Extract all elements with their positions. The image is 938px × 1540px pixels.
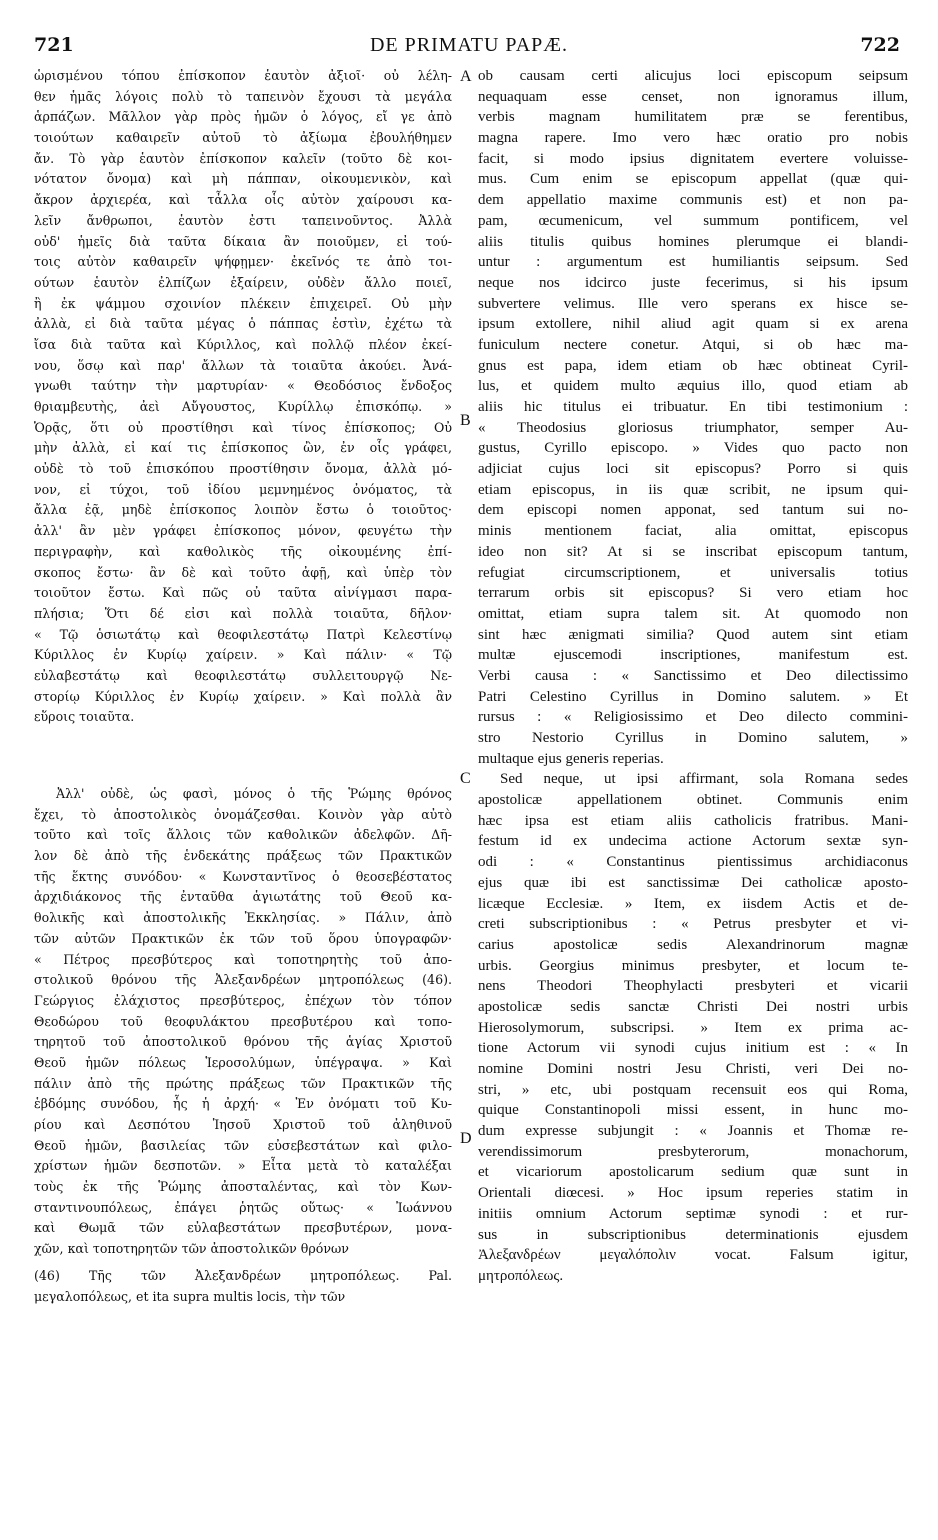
text-line: ἁρπάζων. Μᾶλλον γὰρ πρὸς ἡμῶν ὁ λόγος, εἴ γε ἀπὸ	[34, 109, 452, 125]
text-line: πάλιν ἀπὸ τῆς πρώτης πράξεως τῶν Πρακτικῶν τῆς	[34, 1075, 452, 1091]
text-line: ἔχει, τὸ ἀποστολικὸς ὀνομάζεσθαι. Κοινὸν γὰρ αὐτὸ	[34, 806, 452, 822]
text-line: ideo non sit? At si se inscribat episcopum tantum,	[478, 543, 908, 560]
text-line: μητροπόλεως.	[478, 1267, 564, 1284]
text-line: Verbi causa : « Sanctissimo et Deo dilectissimo	[478, 667, 908, 684]
text-line: « Πέτρος πρεσβύτερος καὶ τοποτηρητὴς τοῦ ἀπο-	[34, 951, 452, 967]
text-line: stri, » etc, ubi postquam recensuit eos qui Roma,	[478, 1081, 908, 1098]
text-line: apostolicæ sedis sanctæ Christi Dei nostri urbis	[478, 998, 908, 1015]
text-line: aliis titulis quibus homines plerumque ei blandi-	[478, 233, 908, 250]
text-line: quique Constantinopoli missi essent, in hunc mo-	[478, 1102, 908, 1119]
text-line: ούτων ἑαυτὸν ἐλπίζων ἐξαίρειν, οὐδὲν ἄλλο ποιεῖ,	[34, 274, 452, 290]
text-line: neque nos idcirco juste fecerimus, si his ipsum	[478, 274, 908, 291]
text-line: adjiciat cujus loci sit episcopus? Porro si quis	[478, 461, 908, 478]
text-line: περιγραφὴν, καὶ καθολικὸς τῆς οἰκουμένης ἐπί-	[34, 543, 452, 559]
page-header	[0, 34, 938, 60]
text-line: ἴσα διὰ ταῦτα καὶ Κύριλλος, καὶ πολλῷ πλέον ἐκεί-	[34, 336, 452, 352]
greek-paragraph-1	[34, 66, 452, 728]
section-marker-a: A	[460, 68, 472, 85]
text-line: etiam episcopus, in iis quæ scribit, ne ipsum qui-	[478, 481, 908, 498]
text-line: ἑβδόμης συνόδου, ἧς ἡ ἀρχή· « Ἐν ὀνόματι τοῦ Κυ-	[34, 1096, 452, 1112]
text-line: Κύριλλος ἐν Κυρίῳ χαίρειν. » Καὶ πάλιν· « Τῷ	[34, 647, 452, 663]
text-line: terrarum orbis sit episcopus? Si vero etiam hoc	[478, 585, 908, 602]
text-line: apostolicæ appellationem obtinet. Communis enim	[478, 792, 908, 809]
greek-paragraph-2	[34, 784, 452, 1260]
text-line: στορίῳ Κύριλλος ἐν Κυρίῳ χαίρειν. » Καὶ πολλὰ ἂν	[34, 688, 452, 704]
text-line: sint hæc ænigmati similia? Quod autem sint etiam	[478, 626, 908, 643]
text-line: ὡρισμένου τόπου ἐπίσκοπον ἑαυτὸν ἀξιοῖ· οὐ λέλη-	[34, 68, 452, 83]
text-line: nens Theodori Theophylacti presbyteri et vicarii	[478, 978, 908, 995]
text-line: Γεώργιος ἐλάχιστος πρεσβύτερος, ἐπέχων τὸν τόπον	[34, 992, 452, 1008]
text-line: τῆς ἕκτης συνόδου· « Κωνσταντῖνος ὁ θεοσεβέστατος	[34, 868, 452, 884]
text-line: aliis hic titulus ei tribuatur. En tibi testimonium :	[478, 399, 908, 415]
text-line: θολικῆς καὶ ἀποστολικῆς Ἐκκλησίας. » Πάλιν, ἀπὸ	[34, 910, 452, 926]
text-line: ejus quæ ibi est sanctissimæ Dei catholicæ aposto-	[478, 874, 908, 891]
text-line: gustus, Cyrillo episcopo. » Vides quo pacto non	[478, 440, 908, 457]
text-line: Θεοῦ ἡμῶν πόλεως Ἱεροσολύμων, ὑπέγραψα. » Καὶ	[34, 1054, 452, 1070]
text-line: lus, et quidem multo æquius illo, quod etiam ab	[478, 378, 908, 395]
text-line: « Τῷ ὁσιωτάτῳ καὶ θεοφιλεστάτῳ Πατρὶ Κελεστίνῳ	[34, 626, 452, 642]
text-line: σταντινουπόλεως, ἐπάγει ῥητῶς οὕτως· « Ἰωάννου	[34, 1199, 452, 1215]
text-line: refugiat circumscriptionem, et universalis totius	[478, 564, 908, 581]
text-line: festum id ex undecima actione Actorum sextæ syn-	[478, 833, 908, 850]
text-line: Θεοῦ ἡμῶν, βασιλείας τῶν εὐσεβεστάτων καὶ φιλο-	[34, 1137, 452, 1153]
section-marker-d: D	[460, 1130, 472, 1147]
text-line: νότατον ὄνομα) καὶ μὴ πάππαν, οἰκουμενικὸν, καὶ	[34, 171, 452, 187]
text-line: nomine Domini nostri Jesu Christi, veri Dei no-	[478, 1061, 908, 1077]
text-line: nequaquam esse censet, non ignoramus illum,	[478, 88, 908, 105]
text-line: τοιούτων καθαιρεῖν αὐτοῦ τὸ ἀξίωμα ἐβουλήθημεν	[34, 130, 452, 146]
text-line: λον δὲ ἀπὸ τῆς ἑνδεκάτης πράξεως τῶν Πρακτικῶν	[34, 848, 452, 864]
text-line: et vicariorum apostolicarum sedium quæ sunt in	[478, 1164, 908, 1181]
text-line: untur : argumentum est humiliantis seipsum. Sed	[478, 254, 908, 271]
text-line: σκοπος ἔστω· ἂν δὲ καὶ τοῦτο ἀφῇ, καὶ ὑπὲρ τὸν	[34, 564, 452, 580]
text-line: μεγαλοπόλεως, et ita supra multis locis, τὴν τῶν	[34, 1288, 346, 1304]
text-line: μὴν ἀλλὰ, εἰ καί τις ἐπίσκοπος ὢν, ἐν οἷς γράφει,	[34, 440, 452, 456]
text-line: τοῦτο καὶ τοῖς ἄλλοις τῶν καθολικῶν ἀδελφῶν. Δῆ-	[34, 827, 452, 843]
text-line: Ἀλεξανδρέων μεγαλόπολιν vocat. Falsum igitur,	[478, 1247, 908, 1264]
text-line: νου, ὅσῳ καὶ παρ' ἄλλων τὰ τοιαῦτα ἀκούει. Ἀνά-	[34, 357, 452, 373]
section-marker-c: C	[460, 770, 471, 787]
text-line: πλήσια; Ὅτι δέ εἰσι καὶ πολλὰ τοιαῦτα, δῆλον·	[34, 605, 452, 621]
text-line: (46) Τῆς τῶν Ἀλεξανδρέων μητροπόλεως. Pal.	[34, 1267, 452, 1283]
text-line: tione Actorum vii synodi cujus initium est : « In	[478, 1040, 908, 1057]
text-line: τοὺς ἐκ τῆς Ῥώμης ἀποσταλέντας, καὶ τὸν Κων-	[34, 1179, 452, 1195]
text-line: sus in subscriptionibus determinationis ejusdem	[478, 1226, 908, 1243]
section-marker-b: B	[460, 412, 471, 429]
text-line: στολικοῦ θρόνου τῆς Ἀλεξανδρέων μητροπόλεως (46).	[34, 972, 452, 988]
text-line: multæ ejuscemodi inscriptiones, manifestum est.	[478, 647, 908, 664]
text-line: Ἀλλ' οὐδὲ, ὡς φασὶ, μόνος ὁ τῆς Ῥώμης θρόνος	[56, 786, 452, 801]
text-line: ἄλλα ἐᾷ, μηδὲ ἐπίσκοπος λοιπὸν ἔστω ὁ τοιοῦτος·	[34, 502, 452, 518]
text-line: creti subscriptionibus : « Petrus presbyter et vi-	[478, 916, 908, 933]
text-line: dem episcopi nomen apponat, sed tantum sui no-	[478, 502, 908, 519]
text-line: τῶν αὐτῶν Πρακτικῶν ἐκ τῶν τοῦ ὅρου ὑπογραφῶν·	[34, 930, 452, 946]
text-line: Ὁρᾷς, ὅτι οὐ προστίθησι καὶ τίνος ἐπίσκοπος; Οὐ	[34, 419, 452, 435]
text-line: funiculum nectere conetur. Atqui, si ob hæc ma-	[478, 336, 908, 353]
text-line: « Theodosius gloriosus triumphator, semper Au-	[478, 419, 908, 436]
footnote	[34, 1266, 452, 1307]
text-line: magna rapere. Imo vero hæc oratio pro nobis	[478, 130, 908, 147]
text-line: χῶν, καὶ τοποτηρητῶν τῶν ἀποστολικῶν θρόνων	[34, 1241, 349, 1257]
text-line: εὐλαβεστάτῳ καὶ θεοφιλεστάτῳ συλλειτουργῷ Νε-	[34, 667, 452, 683]
greek-column	[34, 66, 452, 1307]
text-line: dem appellatio maxime communis est) et non pa-	[478, 192, 908, 209]
text-line: χρίστων ἡμῶν δεσποτῶν. » Εἶτα μετὰ τὸ καταλέξαι	[34, 1158, 452, 1174]
text-line: verendissimorum presbyterorum, monachorum,	[478, 1143, 908, 1160]
text-line: τοιοῦτον ἔστω. Καὶ πῶς οὐ ταῦτα αἰνίγμασι παρα-	[34, 585, 452, 601]
text-line: initiis omnium Actorum septimæ synodi : et rur-	[478, 1205, 908, 1222]
text-line: οὐδὲ τὸ τοῦ ἐπισκόπου προστίθησιν ὄνομα, ἀλλὰ μό-	[34, 461, 452, 477]
text-line: ἀλλ' ἂν μὲν γράφει ἐπίσκοπος μόνον, φευγέτω τὴν	[34, 523, 452, 539]
text-line: licæque Ecclesiæ. » Item, ex iisdem Actis et de-	[478, 895, 908, 912]
text-line: ἢ ἐκ ψάμμου σχοινίον πλέκειν ἐπιχειρεῖ. Οὐ μὴν	[34, 295, 452, 311]
text-line: stro Nestorio Cyrillus in Domino salutem, »	[478, 730, 908, 746]
text-line: rursus : « Religiosissimo et Deo dilecto commini-	[478, 709, 908, 726]
text-line: Θεοδώρου τοῦ θεοφυλάκτου πρεσβυτέρου καὶ τοπο-	[34, 1013, 452, 1029]
text-line: dum expresse subjungit : « Joannis et Thomæ re-	[478, 1123, 908, 1140]
text-line: ob causam certi alicujus loci episcopum seipsum	[478, 68, 908, 84]
text-line: ρίου καὶ Δεσπότου Ἰησοῦ Χριστοῦ τοῦ ἀληθινοῦ	[34, 1117, 452, 1132]
text-line: οὐδ' ἡμεῖς διὰ ταῦτα δίκαια ἂν ποιοῦμεν, εἰ τού-	[34, 233, 452, 249]
text-line: Patri Celestino Cyrillus in Domino salutem. » Et	[478, 688, 908, 705]
text-line: νον, εἰ τύχοι, τοῦ ἰδίου μεμνημένος ὀνόματος, τὰ	[34, 481, 452, 497]
text-line: gnus est papa, idem etiam ob hæc obtineat Cyril-	[478, 357, 908, 374]
text-line: carius apostolicæ sedis Alexandrinorum magnæ	[478, 936, 908, 953]
running-title: DE PRIMATU PAPÆ.	[369, 34, 569, 56]
text-line: odi : « Constantinus pientissimus archidiaconus	[478, 854, 908, 871]
text-line: ἄκρον ἀρχιερέα, καὶ τἆλλα οἷς αὐτὸν χαίρουσι κα-	[34, 192, 452, 208]
page-number-left: 721	[34, 34, 74, 56]
latin-paragraph-2	[478, 769, 908, 1286]
text-line: mus. Cum enim se episcopum appellat (quæ qui-	[478, 171, 908, 188]
text-line: subvertere velimus. Ille vero sperans ex hisce se-	[478, 295, 908, 312]
text-line: εὕροις τοιαῦτα.	[34, 709, 135, 725]
text-line: γνωθι ταύτην τὴν μαρτυρίαν· « Θεοδόσιος ἔνδοξος	[34, 378, 452, 394]
text-line: facit, si modo ipsius dignitatem evertere voluisse-	[478, 150, 908, 167]
latin-paragraph-1	[478, 66, 908, 769]
text-line: τηρητοῦ τοῦ ἀποστολικοῦ θρόνου τῆς ἁγίας Χριστοῦ	[34, 1034, 452, 1050]
text-line: θεν ἡμᾶς λόγοις πολὺ τὸ ταπεινὸν ἔχουσι τὰ μεγάλα	[34, 88, 452, 104]
text-line: τοις αὐτὸν καθαιρεῖν ψήφῃμεν· ἐκεῖνός τε ἀπὸ τοι-	[34, 254, 452, 270]
text-line: λεῖν ἄνθρωποι, ἑαυτὸν ἐστι ταπεινοῦντος. Ἀλλὰ	[34, 212, 452, 228]
text-line: minis mentionem faciat, alia omittat, episcopus	[478, 523, 908, 540]
text-line: pam, œcumenicum, vel summum pontificem, vel	[478, 212, 908, 229]
text-line: ἄν. Τὸ γὰρ ἑαυτὸν ἐπίσκοπον καλεῖν (τοῦτο δὲ κοι-	[34, 150, 452, 166]
text-line: ἀρχιδιάκονος τῆς ἐνταῦθα ἁγιωτάτης τοῦ Θεοῦ κα-	[34, 889, 452, 905]
text-line: ἀλλὰ, εἰ διὰ ταῦτα μέγας ὁ πάππας ἐστὶν, ἐχέτω τὰ	[34, 316, 452, 332]
text-line: Sed neque, ut ipsi affirmant, sola Romana sedes	[500, 771, 908, 788]
text-line: Orientali diœcesi. » Hoc ipsum reperies statim in	[478, 1185, 908, 1202]
text-line: hæc ipsa est etiam aliis catholicis fratribus. Mani-	[478, 812, 908, 829]
text-line: καὶ Θωμᾶ τῶν εὐλαβεστάτων πρεσβυτέρων, μονα-	[34, 1220, 452, 1236]
text-line: urbis. Georgius minimus presbyter, et locum te-	[478, 957, 908, 974]
text-line: verbis magnam humilitatem præ se ferentibus,	[478, 109, 908, 126]
text-line: omittat, etiam supra talem sit. At quomodo non	[478, 605, 908, 622]
text-line: multaque ejus generis reperias.	[478, 750, 664, 767]
page-number-right: 722	[860, 34, 900, 56]
text-line: ipsum extollere, nihil aliud agit quam si ex arena	[478, 316, 908, 333]
text-line: θριαμβευτὴς, ἀεὶ Αὔγουστος, Κυρίλλῳ ἐπισκόπῳ. »	[34, 399, 452, 414]
text-line: Hierosolymorum, subscripsi. » Item ex prima ac-	[478, 1019, 908, 1036]
latin-column	[478, 66, 908, 1287]
